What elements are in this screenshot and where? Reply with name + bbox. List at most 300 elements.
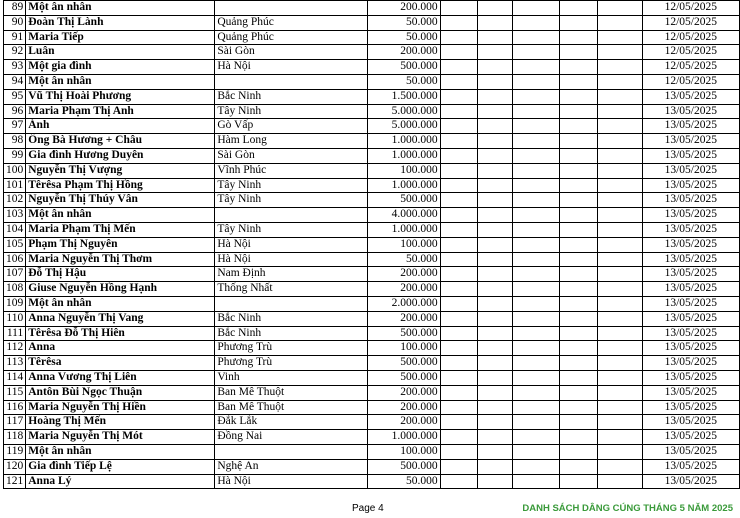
donor-name-cell: Một ân nhân (26, 208, 215, 223)
empty-cell (559, 326, 597, 341)
amount-cell: 200.000 (367, 311, 440, 326)
empty-cell (512, 311, 559, 326)
donor-place-cell: Tây Ninh (215, 104, 368, 119)
donor-place-cell: Ban Mê Thuột (215, 385, 368, 400)
empty-cell (598, 193, 642, 208)
row-number-cell: 96 (4, 104, 26, 119)
row-number-cell: 110 (4, 311, 26, 326)
table-row (4, 15, 740, 30)
empty-cell (559, 415, 597, 430)
donor-place-cell: Vĩnh Phúc (215, 163, 368, 178)
empty-cell (478, 326, 513, 341)
donor-place-cell: Tây Ninh (215, 193, 368, 208)
empty-cell (559, 222, 597, 237)
empty-cell (478, 474, 513, 489)
empty-cell (512, 60, 559, 75)
empty-cell (559, 370, 597, 385)
empty-cell (559, 400, 597, 415)
donor-place-cell: Ban Mê Thuột (215, 400, 368, 415)
amount-cell: 500.000 (367, 326, 440, 341)
empty-cell (440, 385, 477, 400)
date-cell: 13/05/2025 (642, 178, 739, 193)
empty-cell (559, 356, 597, 371)
row-number-cell: 91 (4, 30, 26, 45)
empty-cell (440, 267, 477, 282)
empty-cell (440, 370, 477, 385)
empty-cell (559, 30, 597, 45)
empty-cell (478, 282, 513, 297)
amount-cell: 50.000 (367, 74, 440, 89)
date-cell: 13/05/2025 (642, 444, 739, 459)
amount-cell: 100.000 (367, 444, 440, 459)
date-cell: 13/05/2025 (642, 459, 739, 474)
empty-cell (598, 459, 642, 474)
date-cell: 12/05/2025 (642, 60, 739, 75)
table-row (4, 311, 740, 326)
empty-cell (440, 89, 477, 104)
empty-cell (478, 252, 513, 267)
empty-cell (512, 400, 559, 415)
amount-cell: 500.000 (367, 193, 440, 208)
empty-cell (478, 267, 513, 282)
row-number-cell: 103 (4, 208, 26, 223)
donor-place-cell: Hàm Long (215, 134, 368, 149)
amount-cell: 1.000.000 (367, 134, 440, 149)
empty-cell (598, 89, 642, 104)
donation-table (3, 0, 740, 489)
date-cell: 13/05/2025 (642, 222, 739, 237)
date-cell: 13/05/2025 (642, 341, 739, 356)
table-row (4, 74, 740, 89)
amount-cell: 4.000.000 (367, 208, 440, 223)
empty-cell (512, 193, 559, 208)
donor-name-cell: Anna (26, 341, 215, 356)
donor-name-cell: Một ân nhân (26, 1, 215, 16)
empty-cell (559, 193, 597, 208)
empty-cell (440, 415, 477, 430)
date-cell: 13/05/2025 (642, 134, 739, 149)
empty-cell (478, 1, 513, 16)
donor-name-cell: Đoàn Thị Lành (26, 15, 215, 30)
empty-cell (478, 104, 513, 119)
page-number: Page 4 (352, 503, 384, 514)
row-number-cell: 94 (4, 74, 26, 89)
empty-cell (512, 415, 559, 430)
empty-cell (512, 282, 559, 297)
row-number-cell: 102 (4, 193, 26, 208)
date-cell: 13/05/2025 (642, 89, 739, 104)
donor-name-cell: Antôn Bùi Ngọc Thuận (26, 385, 215, 400)
donor-name-cell: Maria Nguyễn Thị Mót (26, 430, 215, 445)
date-cell: 13/05/2025 (642, 267, 739, 282)
donor-place-cell: Bắc Ninh (215, 326, 368, 341)
empty-cell (598, 415, 642, 430)
empty-cell (559, 430, 597, 445)
table-row (4, 356, 740, 371)
empty-cell (559, 148, 597, 163)
donor-place-cell: Hà Nội (215, 474, 368, 489)
empty-cell (559, 134, 597, 149)
date-cell: 12/05/2025 (642, 45, 739, 60)
row-number-cell: 105 (4, 237, 26, 252)
row-number-cell: 113 (4, 356, 26, 371)
date-cell: 13/05/2025 (642, 385, 739, 400)
empty-cell (440, 222, 477, 237)
empty-cell (512, 1, 559, 16)
empty-cell (478, 222, 513, 237)
donor-name-cell: Anna Nguyễn Thị Vang (26, 311, 215, 326)
empty-cell (478, 208, 513, 223)
row-number-cell: 120 (4, 459, 26, 474)
row-number-cell: 115 (4, 385, 26, 400)
donor-place-cell: Bắc Ninh (215, 311, 368, 326)
row-number-cell: 114 (4, 370, 26, 385)
donor-name-cell: Ánh (26, 119, 215, 134)
empty-cell (478, 341, 513, 356)
amount-cell: 50.000 (367, 252, 440, 267)
donor-place-cell: Tây Ninh (215, 178, 368, 193)
empty-cell (559, 267, 597, 282)
date-cell: 12/05/2025 (642, 74, 739, 89)
empty-cell (440, 163, 477, 178)
donor-place-cell: Đắk Lắk (215, 415, 368, 430)
empty-cell (512, 444, 559, 459)
empty-cell (559, 341, 597, 356)
amount-cell: 100.000 (367, 163, 440, 178)
donor-place-cell: Quảng Phúc (215, 30, 368, 45)
date-cell: 13/05/2025 (642, 474, 739, 489)
table-row (4, 208, 740, 223)
empty-cell (559, 252, 597, 267)
donor-name-cell: Gia đình Tiếp Lệ (26, 459, 215, 474)
empty-cell (478, 60, 513, 75)
empty-cell (512, 474, 559, 489)
empty-cell (598, 296, 642, 311)
empty-cell (559, 163, 597, 178)
amount-cell: 1.000.000 (367, 178, 440, 193)
empty-cell (598, 326, 642, 341)
empty-cell (598, 1, 642, 16)
amount-cell: 200.000 (367, 415, 440, 430)
empty-cell (440, 459, 477, 474)
date-cell: 13/05/2025 (642, 370, 739, 385)
donor-name-cell: Anna Lý (26, 474, 215, 489)
empty-cell (512, 237, 559, 252)
table-row (4, 193, 740, 208)
empty-cell (440, 400, 477, 415)
empty-cell (598, 208, 642, 223)
empty-cell (440, 74, 477, 89)
empty-cell (478, 296, 513, 311)
empty-cell (478, 370, 513, 385)
row-number-cell: 89 (4, 1, 26, 16)
empty-cell (559, 104, 597, 119)
row-number-cell: 97 (4, 119, 26, 134)
donor-name-cell: Một ân nhân (26, 444, 215, 459)
row-number-cell: 93 (4, 60, 26, 75)
date-cell: 12/05/2025 (642, 1, 739, 16)
row-number-cell: 104 (4, 222, 26, 237)
row-number-cell: 112 (4, 341, 26, 356)
empty-cell (598, 237, 642, 252)
donor-place-cell: Hà Nội (215, 60, 368, 75)
donor-name-cell: Vũ Thị Hoài Phương (26, 89, 215, 104)
row-number-cell: 101 (4, 178, 26, 193)
donation-table-body (4, 1, 740, 489)
empty-cell (478, 193, 513, 208)
donor-place-cell: Sài Gòn (215, 148, 368, 163)
empty-cell (512, 89, 559, 104)
donor-place-cell: Quảng Phúc (215, 15, 368, 30)
empty-cell (559, 282, 597, 297)
date-cell: 13/05/2025 (642, 326, 739, 341)
empty-cell (598, 15, 642, 30)
row-number-cell: 98 (4, 134, 26, 149)
table-row (4, 222, 740, 237)
empty-cell (478, 415, 513, 430)
empty-cell (478, 459, 513, 474)
table-row (4, 444, 740, 459)
donor-place-cell: Nam Định (215, 267, 368, 282)
empty-cell (512, 163, 559, 178)
table-row (4, 148, 740, 163)
date-cell: 13/05/2025 (642, 400, 739, 415)
empty-cell (598, 430, 642, 445)
donor-place-cell: Tây Ninh (215, 222, 368, 237)
empty-cell (478, 45, 513, 60)
donor-name-cell: Hoàng Thị Mến (26, 415, 215, 430)
empty-cell (598, 311, 642, 326)
empty-cell (512, 385, 559, 400)
empty-cell (512, 134, 559, 149)
amount-cell: 50.000 (367, 30, 440, 45)
amount-cell: 5.000.000 (367, 119, 440, 134)
row-number-cell: 100 (4, 163, 26, 178)
date-cell: 13/05/2025 (642, 119, 739, 134)
amount-cell: 200.000 (367, 385, 440, 400)
donor-name-cell: Phạm Thị Nguyên (26, 237, 215, 252)
empty-cell (598, 341, 642, 356)
donor-place-cell: Bắc Ninh (215, 89, 368, 104)
row-number-cell: 121 (4, 474, 26, 489)
empty-cell (440, 296, 477, 311)
empty-cell (440, 474, 477, 489)
empty-cell (440, 430, 477, 445)
empty-cell (512, 119, 559, 134)
table-row (4, 1, 740, 16)
row-number-cell: 92 (4, 45, 26, 60)
donor-name-cell: Maria Tiếp (26, 30, 215, 45)
empty-cell (512, 370, 559, 385)
empty-cell (598, 30, 642, 45)
empty-cell (559, 45, 597, 60)
amount-cell: 1.000.000 (367, 148, 440, 163)
empty-cell (512, 15, 559, 30)
empty-cell (512, 222, 559, 237)
empty-cell (440, 119, 477, 134)
empty-cell (559, 208, 597, 223)
empty-cell (512, 296, 559, 311)
empty-cell (478, 119, 513, 134)
empty-cell (478, 148, 513, 163)
empty-cell (512, 104, 559, 119)
empty-cell (598, 400, 642, 415)
donor-name-cell: Maria Phạm Thị Mến (26, 222, 215, 237)
empty-cell (559, 311, 597, 326)
empty-cell (512, 30, 559, 45)
donor-place-cell: Sài Gòn (215, 45, 368, 60)
empty-cell (478, 444, 513, 459)
empty-cell (598, 134, 642, 149)
row-number-cell: 99 (4, 148, 26, 163)
donor-place-cell: Đồng Nai (215, 430, 368, 445)
empty-cell (440, 1, 477, 16)
empty-cell (598, 267, 642, 282)
donor-name-cell: Nguyễn Thị Vượng (26, 163, 215, 178)
donor-place-cell: Gò Vấp (215, 119, 368, 134)
empty-cell (512, 252, 559, 267)
empty-cell (478, 178, 513, 193)
empty-cell (440, 15, 477, 30)
donor-name-cell: Đỗ Thị Hậu (26, 267, 215, 282)
table-row (4, 326, 740, 341)
empty-cell (440, 134, 477, 149)
empty-cell (598, 104, 642, 119)
empty-cell (440, 104, 477, 119)
donor-place-cell (215, 74, 368, 89)
amount-cell: 200.000 (367, 282, 440, 297)
table-row (4, 252, 740, 267)
donor-place-cell (215, 444, 368, 459)
amount-cell: 100.000 (367, 341, 440, 356)
empty-cell (512, 74, 559, 89)
row-number-cell: 116 (4, 400, 26, 415)
date-cell: 13/05/2025 (642, 430, 739, 445)
table-row (4, 459, 740, 474)
amount-cell: 200.000 (367, 400, 440, 415)
donor-name-cell: Ông Bà Hương + Châu (26, 134, 215, 149)
empty-cell (478, 430, 513, 445)
date-cell: 12/05/2025 (642, 15, 739, 30)
date-cell: 13/05/2025 (642, 356, 739, 371)
date-cell: 13/05/2025 (642, 282, 739, 297)
empty-cell (598, 252, 642, 267)
donor-name-cell: Một ân nhân (26, 74, 215, 89)
empty-cell (440, 60, 477, 75)
table-row (4, 341, 740, 356)
table-row (4, 104, 740, 119)
empty-cell (512, 341, 559, 356)
empty-cell (512, 326, 559, 341)
empty-cell (440, 311, 477, 326)
table-row (4, 415, 740, 430)
empty-cell (440, 252, 477, 267)
empty-cell (512, 178, 559, 193)
empty-cell (512, 208, 559, 223)
empty-cell (598, 163, 642, 178)
empty-cell (440, 178, 477, 193)
amount-cell: 200.000 (367, 45, 440, 60)
empty-cell (598, 148, 642, 163)
donor-name-cell: Maria Nguyễn Thị Hiền (26, 400, 215, 415)
table-row (4, 370, 740, 385)
empty-cell (440, 341, 477, 356)
donor-place-cell: Thống Nhất (215, 282, 368, 297)
donor-name-cell: Têrêsa Đỗ Thị Hiên (26, 326, 215, 341)
empty-cell (598, 60, 642, 75)
donor-name-cell: Têrêsa (26, 356, 215, 371)
donor-name-cell: Một ân nhân (26, 296, 215, 311)
date-cell: 13/05/2025 (642, 237, 739, 252)
date-cell: 13/05/2025 (642, 148, 739, 163)
empty-cell (559, 237, 597, 252)
empty-cell (440, 237, 477, 252)
empty-cell (559, 444, 597, 459)
empty-cell (478, 163, 513, 178)
amount-cell: 5.000.000 (367, 104, 440, 119)
amount-cell: 1.000.000 (367, 430, 440, 445)
date-cell: 13/05/2025 (642, 296, 739, 311)
table-row (4, 163, 740, 178)
donor-place-cell: Nghệ An (215, 459, 368, 474)
empty-cell (478, 15, 513, 30)
donor-name-cell: Têrêsa Phạm Thị Hồng (26, 178, 215, 193)
donor-place-cell: Hà Nội (215, 252, 368, 267)
empty-cell (512, 430, 559, 445)
empty-cell (559, 15, 597, 30)
row-number-cell: 118 (4, 430, 26, 445)
donor-name-cell: Giuse Nguyễn Hồng Hạnh (26, 282, 215, 297)
row-number-cell: 111 (4, 326, 26, 341)
empty-cell (559, 474, 597, 489)
amount-cell: 200.000 (367, 267, 440, 282)
empty-cell (559, 178, 597, 193)
table-row (4, 400, 740, 415)
table-row (4, 267, 740, 282)
donor-name-cell: Maria Phạm Thị Anh (26, 104, 215, 119)
row-number-cell: 109 (4, 296, 26, 311)
row-number-cell: 119 (4, 444, 26, 459)
empty-cell (598, 178, 642, 193)
empty-cell (440, 148, 477, 163)
empty-cell (598, 222, 642, 237)
row-number-cell: 95 (4, 89, 26, 104)
table-row (4, 178, 740, 193)
donor-name-cell: Luân (26, 45, 215, 60)
empty-cell (478, 89, 513, 104)
empty-cell (440, 444, 477, 459)
document-title: DANH SÁCH DÂNG CÚNG THÁNG 5 NĂM 2025 (522, 503, 733, 514)
empty-cell (478, 134, 513, 149)
table-row (4, 60, 740, 75)
empty-cell (559, 296, 597, 311)
date-cell: 13/05/2025 (642, 311, 739, 326)
date-cell: 13/05/2025 (642, 163, 739, 178)
empty-cell (559, 385, 597, 400)
empty-cell (598, 45, 642, 60)
empty-cell (478, 400, 513, 415)
empty-cell (559, 459, 597, 474)
amount-cell: 2.000.000 (367, 296, 440, 311)
amount-cell: 500.000 (367, 356, 440, 371)
amount-cell: 50.000 (367, 474, 440, 489)
empty-cell (559, 74, 597, 89)
donor-place-cell: Vinh (215, 370, 368, 385)
table-row (4, 30, 740, 45)
donor-place-cell: Phương Trù (215, 356, 368, 371)
table-row (4, 474, 740, 489)
empty-cell (512, 45, 559, 60)
